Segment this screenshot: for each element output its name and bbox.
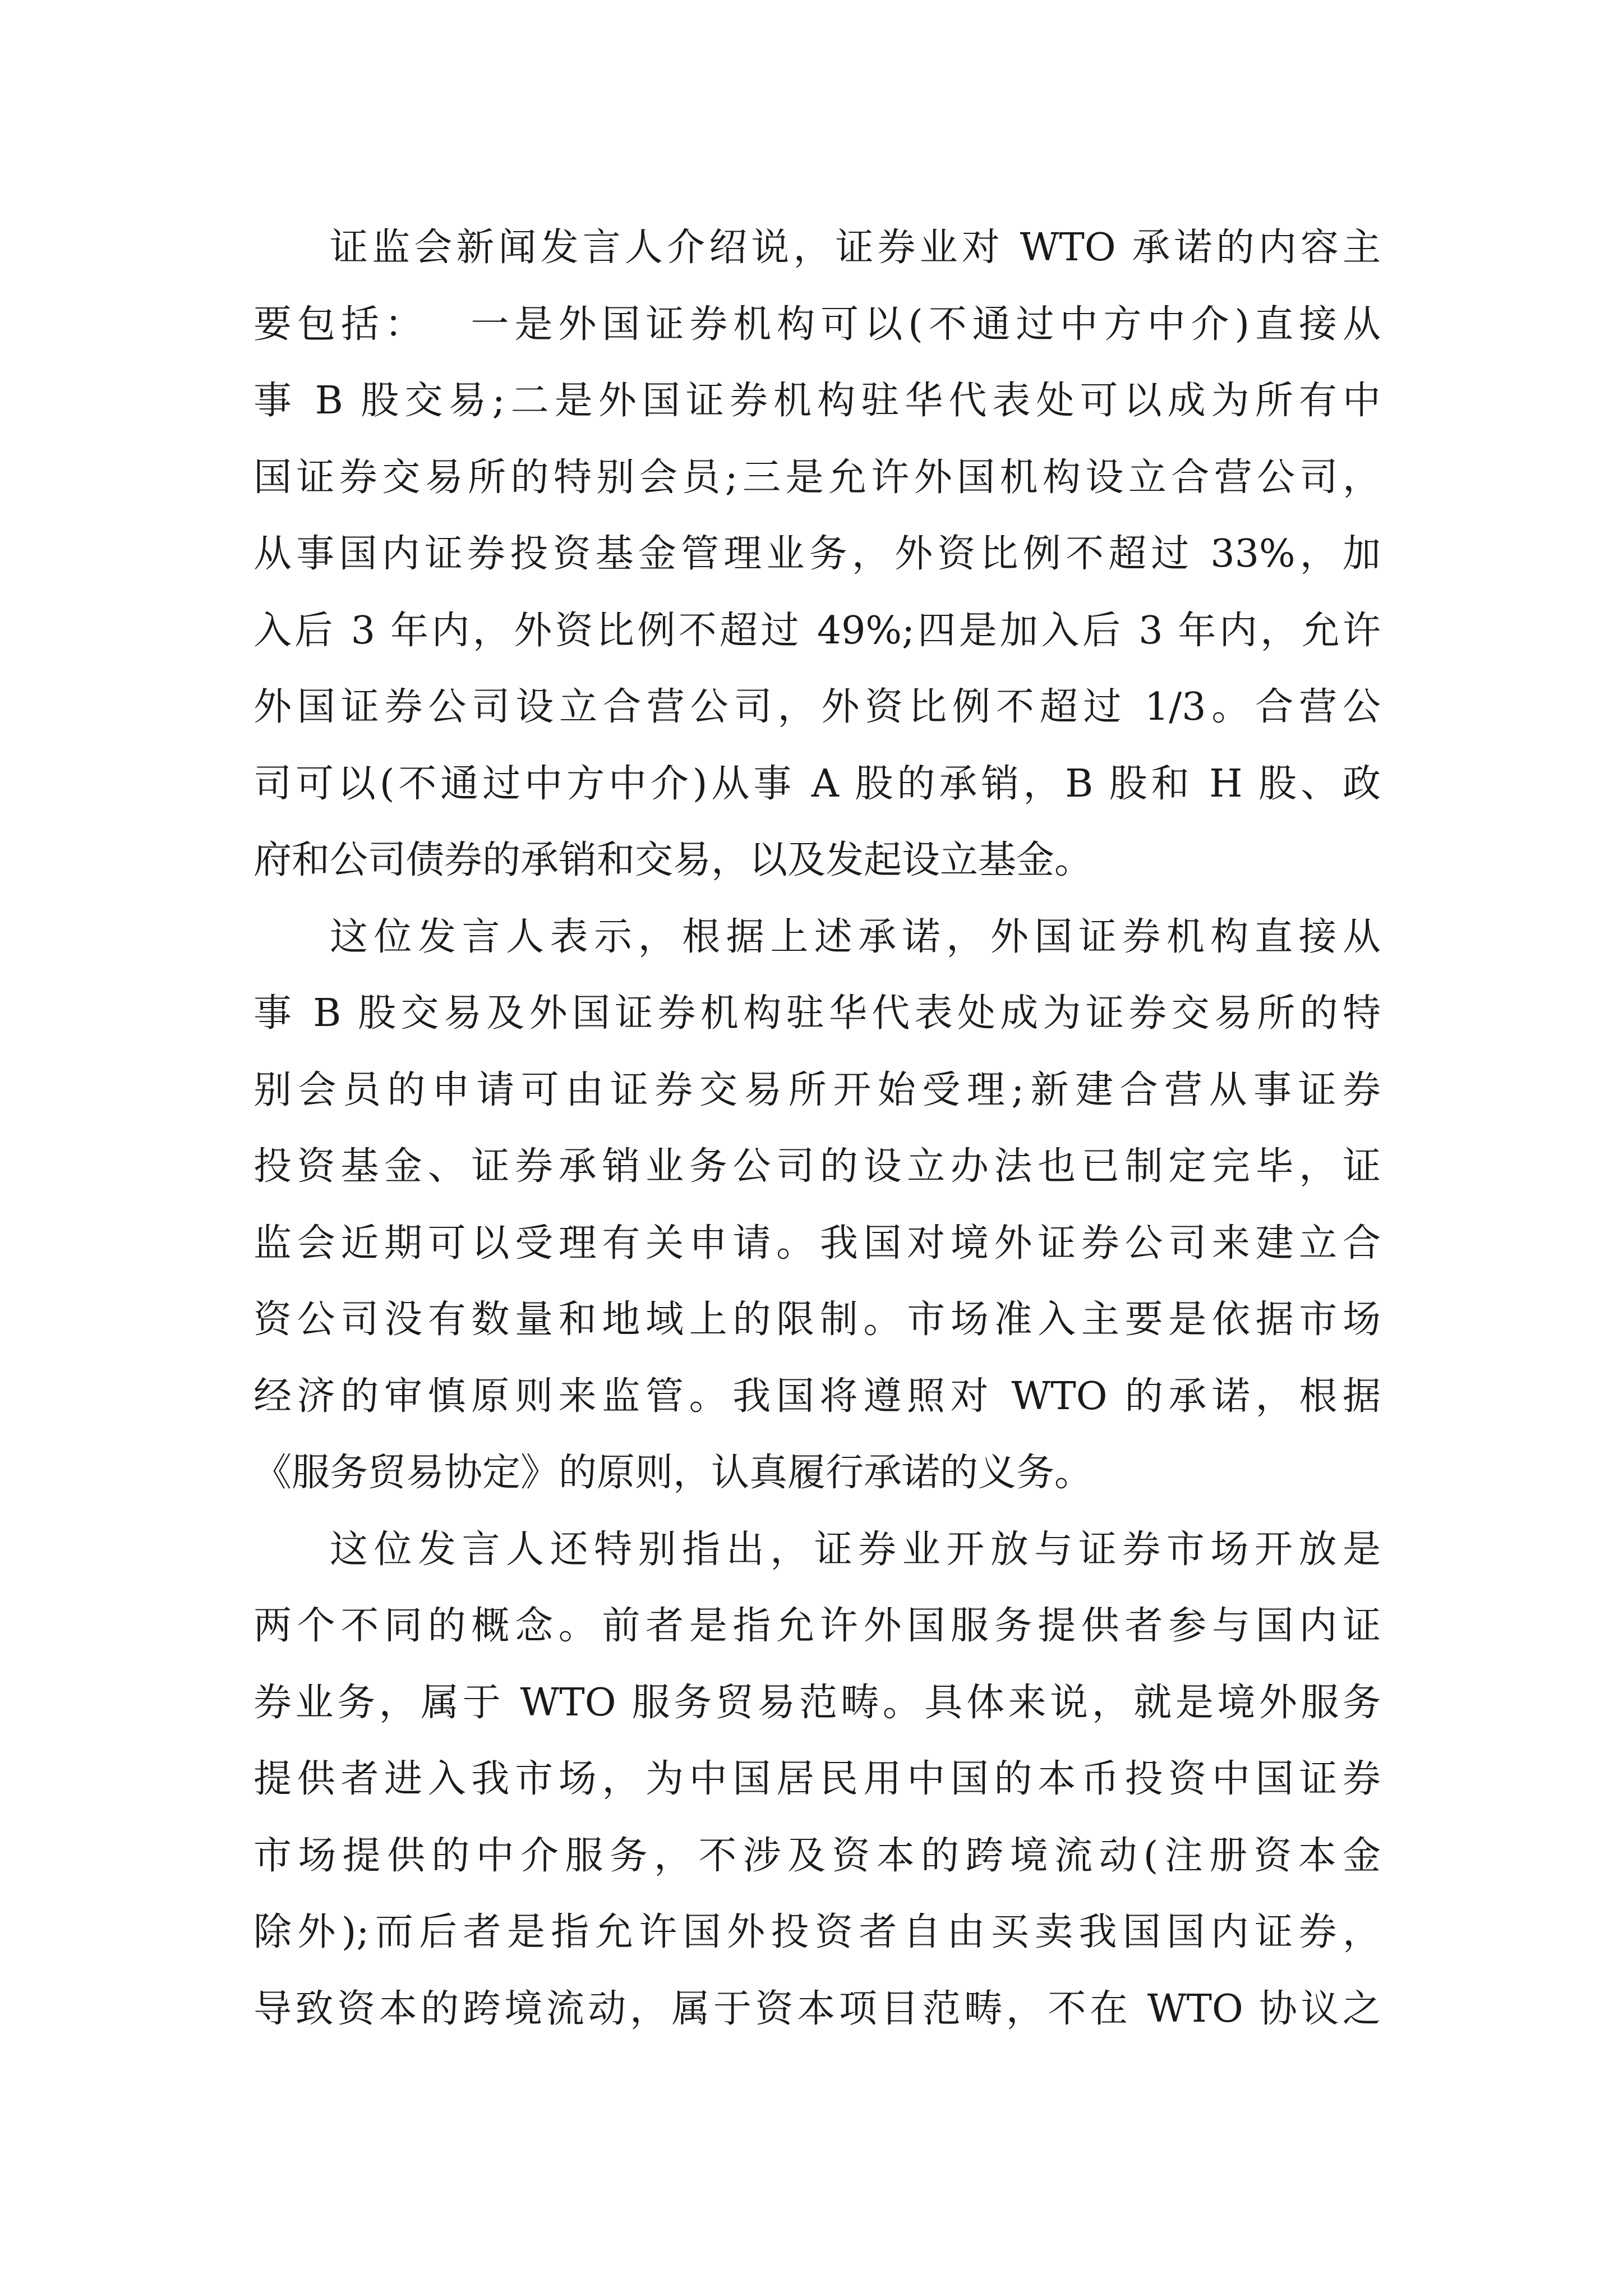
text-line: 别会员的申请可由证券交易所开始受理;新建合营从事证券 bbox=[253, 1068, 1381, 1112]
text-line: 外国证券公司设立合营公司，外资比例不超过 1/3。合营公 bbox=[253, 685, 1381, 729]
text-line: 从事国内证券投资基金管理业务，外资比例不超过 33%，加 bbox=[253, 532, 1381, 576]
text-line: 入后 3 年内，外资比例不超过 49%;四是加入后 3 年内，允许 bbox=[253, 608, 1381, 653]
text-line: 资公司没有数量和地域上的限制。市场准入主要是依据市场 bbox=[253, 1297, 1381, 1342]
text-line: 证监会新闻发言人介绍说，证券业对 WTO 承诺的内容主 bbox=[330, 226, 1381, 270]
text-line: 《服务贸易协定》的原则，认真履行承诺的义务。 bbox=[253, 1451, 1093, 1495]
text-line: 投资基金、证券承销业务公司的设立办法也已制定完毕，证 bbox=[253, 1144, 1381, 1189]
text-line: 司可以(不通过中方中介)从事 A 股的承销，B 股和 H 股、政 bbox=[253, 761, 1381, 806]
text-line: 市场提供的中介服务，不涉及资本的跨境流动(注册资本金 bbox=[253, 1833, 1381, 1878]
text-line: 事 B 股交易;二是外国证券机构驻华代表处可以成为所有中 bbox=[253, 379, 1381, 423]
text-line: 这位发言人还特别指出，证券业开放与证券市场开放是 bbox=[330, 1527, 1381, 1572]
text-line: 经济的审慎原则来监管。我国将遵照对 WTO 的承诺，根据 bbox=[253, 1374, 1381, 1419]
text-line: 除外);而后者是指允许国外投资者自由买卖我国国内证券， bbox=[253, 1910, 1381, 1954]
body-text bbox=[253, 210, 1381, 2047]
text-line: 券业务，属于 WTO 服务贸易范畴。具体来说，就是境外服务 bbox=[253, 1680, 1381, 1725]
text-line: 提供者进入我市场，为中国居民用中国的本币投资中国证券 bbox=[253, 1757, 1381, 1801]
text-line: 要包括： 一是外国证券机构可以(不通过中方中介)直接从 bbox=[253, 302, 1381, 347]
text-line: 这位发言人表示，根据上述承诺，外国证券机构直接从 bbox=[330, 914, 1381, 959]
text-line: 导致资本的跨境流动，属于资本项目范畴，不在 WTO 协议之 bbox=[253, 1986, 1381, 2031]
text-line: 国证券交易所的特别会员;三是允许外国机构设立合营公司， bbox=[253, 455, 1381, 500]
text-line: 两个不同的概念。前者是指允许外国服务提供者参与国内证 bbox=[253, 1604, 1381, 1648]
text-line: 事 B 股交易及外国证券机构驻华代表处成为证券交易所的特 bbox=[253, 991, 1381, 1036]
text-line: 府和公司债券的承销和交易，以及发起设立基金。 bbox=[253, 838, 1093, 882]
text-line: 监会近期可以受理有关申请。我国对境外证券公司来建立合 bbox=[253, 1221, 1381, 1266]
